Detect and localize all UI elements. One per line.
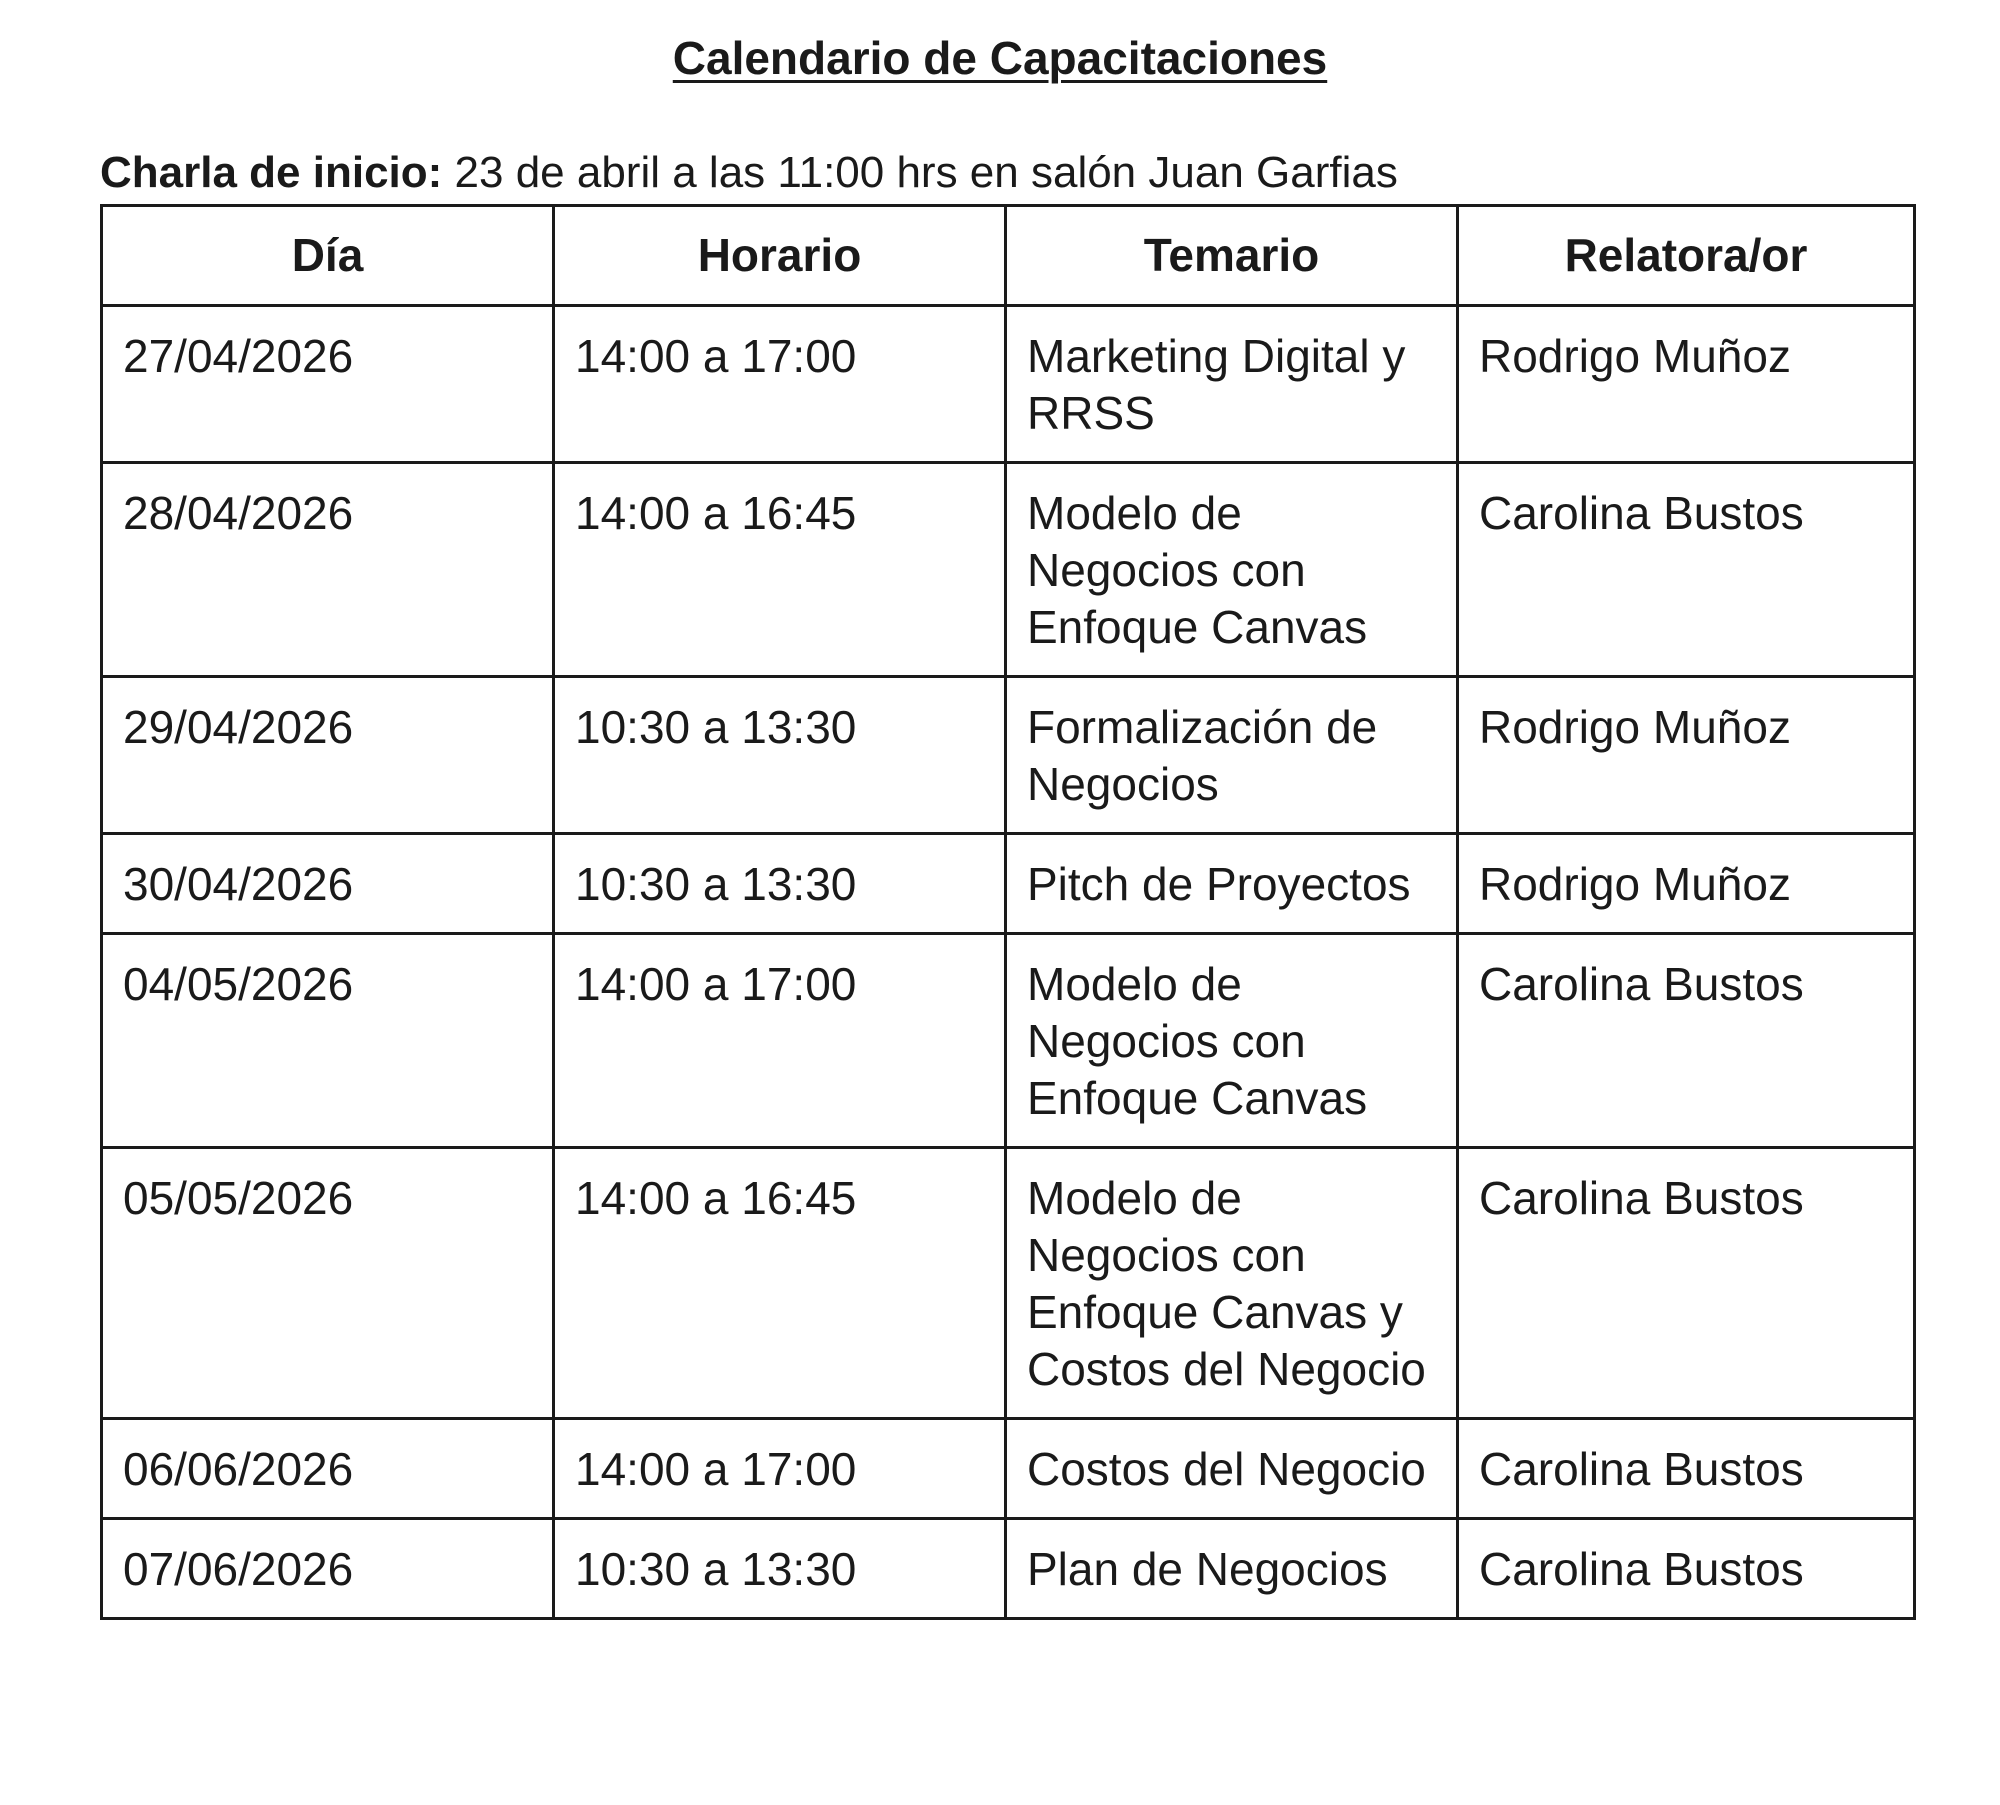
- cell-dia: 05/05/2026: [102, 1148, 554, 1419]
- cell-horario: 14:00 a 17:00: [554, 306, 1006, 463]
- intro-line: [100, 146, 1398, 200]
- document-title: Calendario de Capacitaciones: [672, 32, 1328, 84]
- header-temario: Temario: [1006, 206, 1458, 306]
- cell-relator: Carolina Bustos: [1458, 934, 1915, 1148]
- cell-relator: Carolina Bustos: [1458, 463, 1915, 677]
- cell-temario: Formalización de Negocios: [1006, 677, 1458, 834]
- table-row: [102, 1419, 1915, 1519]
- cell-dia: 04/05/2026: [102, 934, 554, 1148]
- cell-horario: 14:00 a 17:00: [554, 934, 1006, 1148]
- table-row: [102, 1519, 1915, 1619]
- header-relator: Relatora/or: [1458, 206, 1915, 306]
- cell-temario: Marketing Digital y RRSS: [1006, 306, 1458, 463]
- table-row: [102, 834, 1915, 934]
- table-row: [102, 463, 1915, 677]
- cell-dia: 06/06/2026: [102, 1419, 554, 1519]
- cell-horario: 10:30 a 13:30: [554, 834, 1006, 934]
- cell-horario: 14:00 a 16:45: [554, 463, 1006, 677]
- header-row: [102, 206, 1915, 306]
- cell-dia: 27/04/2026: [102, 306, 554, 463]
- table-row: [102, 1148, 1915, 1419]
- header-horario: Horario: [554, 206, 1006, 306]
- cell-horario: 10:30 a 13:30: [554, 1519, 1006, 1619]
- intro-text: 23 de abril a las 11:00 hrs en salón Juan Garfias: [442, 148, 1398, 197]
- cell-temario: Plan de Negocios: [1006, 1519, 1458, 1619]
- intro-label: Charla de inicio:: [100, 148, 443, 197]
- table-row: [102, 306, 1915, 463]
- cell-temario: Modelo de Negocios con Enfoque Canvas y Costos del Negocio: [1006, 1148, 1458, 1419]
- cell-relator: Carolina Bustos: [1458, 1519, 1915, 1619]
- cell-dia: 28/04/2026: [102, 463, 554, 677]
- cell-horario: 14:00 a 16:45: [554, 1148, 1006, 1419]
- cell-horario: 14:00 a 17:00: [554, 1419, 1006, 1519]
- cell-temario: Modelo de Negocios con Enfoque Canvas: [1006, 934, 1458, 1148]
- cell-temario: Pitch de Proyectos: [1006, 834, 1458, 934]
- schedule-table: [100, 204, 1916, 1620]
- cell-dia: 29/04/2026: [102, 677, 554, 834]
- cell-relator: Rodrigo Muñoz: [1458, 834, 1915, 934]
- cell-relator: Carolina Bustos: [1458, 1148, 1915, 1419]
- cell-horario: 10:30 a 13:30: [554, 677, 1006, 834]
- cell-temario: Modelo de Negocios con Enfoque Canvas: [1006, 463, 1458, 677]
- cell-dia: 07/06/2026: [102, 1519, 554, 1619]
- table-row: [102, 677, 1915, 834]
- cell-relator: Rodrigo Muñoz: [1458, 677, 1915, 834]
- cell-temario: Costos del Negocio: [1006, 1419, 1458, 1519]
- cell-relator: Carolina Bustos: [1458, 1419, 1915, 1519]
- header-dia: Día: [102, 206, 554, 306]
- cell-relator: Rodrigo Muñoz: [1458, 306, 1915, 463]
- cell-dia: 30/04/2026: [102, 834, 554, 934]
- table-row: [102, 934, 1915, 1148]
